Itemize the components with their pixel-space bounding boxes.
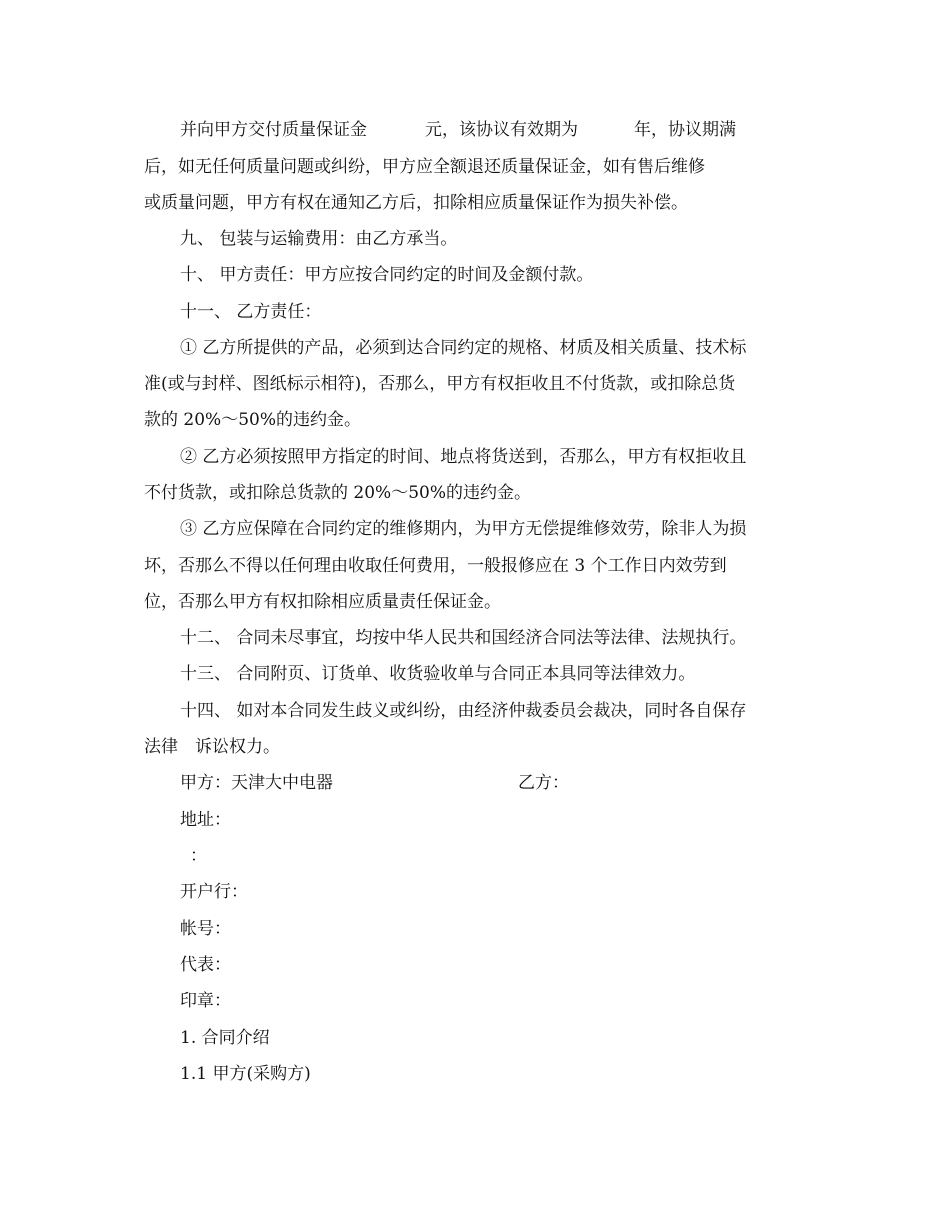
representative-label: 代表：	[180, 955, 231, 975]
clause-11-3-line-1: ③ 乙方应保障在合同约定的维修期内，为甲方无偿提维修效劳，除非人为损	[180, 519, 747, 539]
clause-13: 十三、 合同附页、订货单、收货验收单与合同正本具同等法律效力。	[180, 664, 696, 684]
clause-9: 九、 包装与运输费用：由乙方承当。	[180, 229, 458, 249]
clause-8-text-a: 并向甲方交付质量保证金	[180, 120, 367, 140]
party-a-label: 甲方：天津大中电器	[180, 773, 333, 793]
clause-8-line-1	[180, 119, 736, 141]
bank-label: 开户行：	[180, 882, 248, 902]
clause-8-line-3: 或质量问题，甲方有权在通知乙方后，扣除相应质量保证作为损失补偿。	[144, 193, 688, 213]
clause-10: 十、 甲方责任：甲方应按合同约定的时间及金额付款。	[180, 265, 594, 285]
seal-label: 印章：	[180, 991, 231, 1011]
clause-14-line-1: 十四、 如对本合同发生歧义或纠纷，由经济仲裁委员会裁决，同时各自保存	[180, 701, 747, 721]
colon-label: ：	[190, 846, 207, 866]
clause-11-heading: 十一、 乙方责任：	[180, 302, 322, 322]
clause-11-2-line-2: 不付货款，或扣除总货款的 20%～50%的违约金。	[144, 483, 531, 503]
clause-11-3-line-3: 位，否那么甲方有权扣除相应质量责任保证金。	[144, 592, 501, 612]
section-1-1-heading: 1.1 甲方(采购方)	[180, 1064, 311, 1084]
section-1-heading: 1. 合同介绍	[180, 1028, 270, 1048]
clause-8-line-2: 后，如无任何质量问题或纠纷，甲方应全额退还质量保证金，如有售后维修	[144, 157, 705, 177]
address-label: 地址：	[180, 810, 231, 830]
clause-11-3-line-2: 坏，否那么不得以任何理由收取任何费用，一般报修应在 3 个工作日内效劳到	[144, 556, 727, 576]
clause-11-1-line-2: 准(或与封样、图纸标示相符)，否那么，甲方有权拒收且不付货款，或扣除总货	[144, 374, 736, 394]
clause-11-1-line-3: 款的 20%～50%的违约金。	[144, 410, 361, 430]
clause-8-text-c: 年，协议期满	[634, 120, 736, 140]
clause-12: 十二、 合同未尽事宜，均按中华人民共和国经济合同法等法律、法规执行。	[180, 628, 747, 648]
clause-11-2-line-1: ② 乙方必须按照甲方指定的时间、地点将货送到，否那么，甲方有权拒收且	[180, 447, 747, 467]
clause-8-text-b: 元，该协议有效期为	[425, 120, 578, 140]
party-b-label: 乙方：	[518, 773, 569, 793]
clause-11-1-line-1: ① 乙方所提供的产品，必须到达合同约定的规格、材质及相关质量、技术标	[180, 338, 747, 358]
clause-14-line-2: 法律 诉讼权力。	[144, 737, 280, 757]
account-label: 帐号：	[180, 919, 231, 939]
